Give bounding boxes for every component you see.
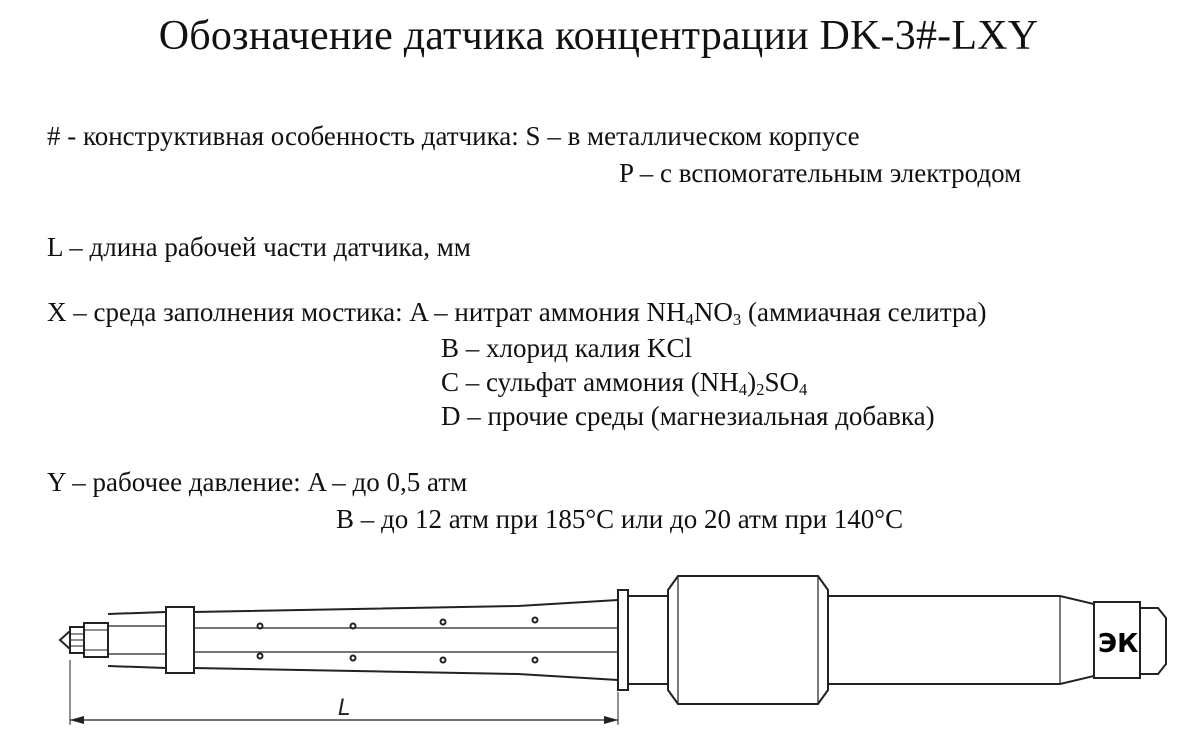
pressure-option-b: B – до 12 атм при 185°С или до 20 атм при 140°С	[336, 504, 904, 534]
medium-option-d: D – прочие среды (магнезиальная добавка)	[441, 401, 935, 431]
hash-line	[47, 120, 860, 152]
medium-label: X – среда заполнения мостика:	[47, 297, 410, 327]
medium-option-c: C – сульфат аммония $(NH_4)_2SO_4$	[441, 367, 808, 400]
hash-option-p: P – с вспомогательным электродом	[619, 158, 1022, 188]
medium-line	[47, 296, 987, 328]
working-tube	[108, 612, 166, 668]
tip-nut	[84, 623, 108, 657]
sensor-drawing	[0, 560, 1197, 741]
vent-hole	[441, 658, 446, 663]
length-line: L – длина рабочей части датчика, мм	[47, 232, 471, 262]
sensor-tip	[60, 631, 70, 649]
pressure-option-a: A – до 0,5 атм	[307, 467, 468, 497]
hash-option-s: S – в металлическом корпусе	[525, 121, 860, 151]
vent-hole	[441, 620, 446, 625]
dimension-label: L	[338, 696, 351, 721]
logo-text: ЭК	[1098, 629, 1139, 659]
main-body	[668, 576, 828, 704]
pressure-label: Y – рабочее давление:	[47, 467, 308, 497]
cable-end	[1140, 608, 1166, 674]
clamp-ring	[166, 607, 194, 673]
medium-option-a: A – нитрат аммония $NH_4NO_3$ (аммиачная селитра)	[409, 297, 987, 330]
body-left	[628, 596, 668, 684]
pressure-line	[47, 466, 467, 498]
hash-label: # - конструктивная особенность датчика:	[47, 121, 526, 151]
vent-hole	[533, 658, 538, 663]
page-title: Обозначение датчика концентрации DK-3#-LXY	[158, 13, 1039, 59]
vent-hole	[258, 624, 263, 629]
vent-hole	[351, 624, 356, 629]
rear-body	[828, 596, 1094, 684]
vent-hole	[533, 618, 538, 623]
vent-hole	[351, 656, 356, 661]
medium-option-b: B – хлорид калия KCl	[441, 333, 692, 363]
collar	[618, 590, 628, 690]
vent-hole	[258, 654, 263, 659]
